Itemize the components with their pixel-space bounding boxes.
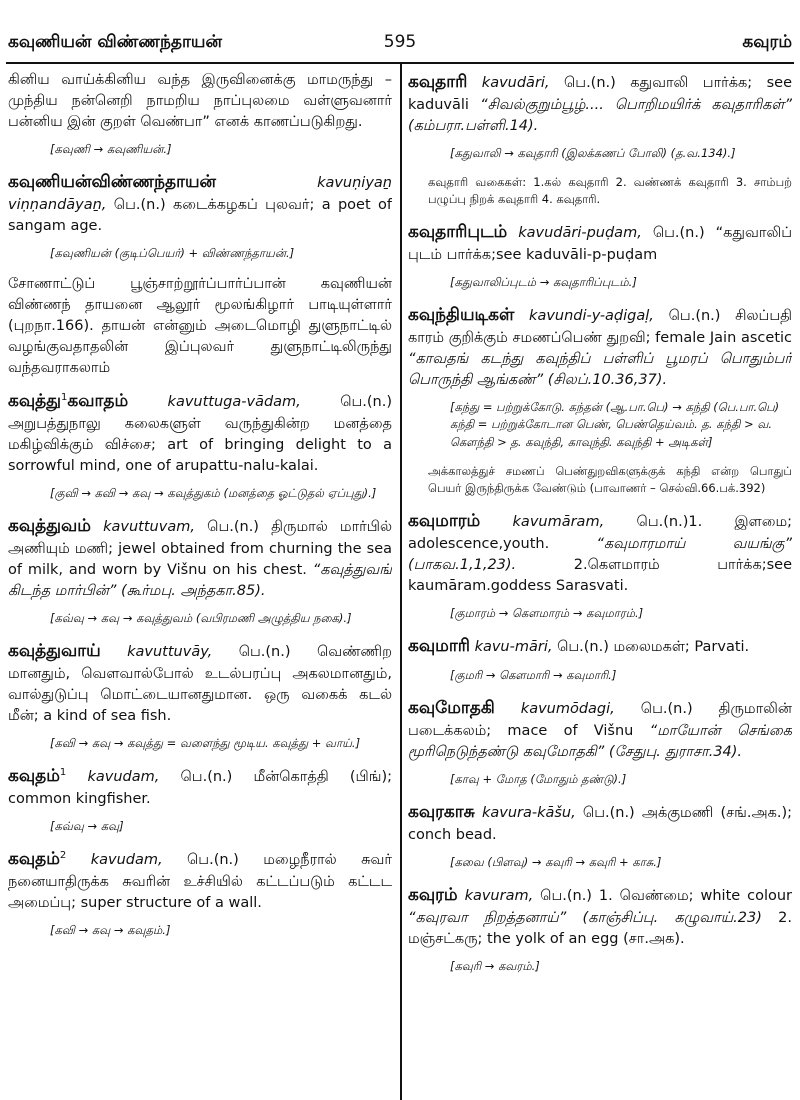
transliteration: kavuttuga-vādam, — [167, 394, 301, 411]
etymology-note: [கவ்வு → கவு → கவுத்துவம் (வபிரமணி அழுத்திய நகை).] — [50, 610, 352, 625]
citation-quote: “கவுரவா நிறத்தனாய்” (காஞ்சிப்பு. கழுவாய்.23) — [408, 909, 762, 926]
headword: கவுதாரி — [408, 72, 468, 92]
entry — [408, 634, 792, 659]
definition: பெ.(n.)1. இளமை; adolescence,youth. — [408, 514, 792, 552]
page-number: 595 — [383, 32, 417, 52]
headword: கவுத்துவாய் — [8, 641, 101, 662]
definition: பெ.(n.) அறுபத்துநாலு கலைகளுள் வருந்துகின்ற மனத்தை மகிழ்விக்கும் விச்சை; art of bringing delight to a sorrowful mind, one of arupattu-nalu-kalai. — [8, 394, 392, 474]
entry — [408, 220, 792, 266]
entry — [8, 389, 392, 477]
etymology-note: [கதுவாலி → கவுதாரி (இலக்கணப் போலி) (த.வ.134).] — [450, 145, 736, 160]
transliteration: kavudam, — [87, 769, 160, 786]
entry — [8, 514, 392, 602]
entry — [408, 70, 792, 137]
headword: கவுமாரி — [408, 636, 470, 657]
citation-quote: “சிவல்குறும்பூழ்.... பொறிமயிர்க் கவுதாரிகள்” (கம்பரா.பள்ளி.14). — [408, 96, 792, 134]
headword: கவுதாரிபுடம் — [408, 222, 508, 243]
headword: கவுத்து — [8, 391, 61, 412]
entry — [408, 696, 792, 763]
entry — [408, 800, 792, 846]
definition: பெ.(n.) மலைமகள்; Parvati. — [557, 639, 750, 656]
citation-quote: “காவதங் கடந்து கவுந்திப் பள்ளிப் பூமரப் பொதும்பர் பொருந்தி ஆங்கண்” (சிலப்.10.36,37). — [408, 350, 792, 388]
right-column — [408, 70, 792, 1098]
column-divider — [400, 64, 402, 1100]
headword: கவுமோதகி — [408, 698, 495, 719]
entry — [8, 764, 392, 810]
etymology-note: [கந்து = பற்றுக்கோடு. கந்தன் (ஆ.பா.பெ) → கந்தி (பெ.பா.பெ) கந்தி = பற்றுக்கோடான பெண், பெண்தெய்வம். த. கந்தி > வ. கௌந்தி > த. கவுந்தி, காவுந்தி. கவுந்தி + அடிகள்] — [450, 400, 780, 449]
definition-2: 2. மஞ்சட்கரு; the yolk of an egg (சா.அக). — [408, 909, 792, 947]
definition: பெ.(n.) அக்குமணி (சங்.அக.); conch bead. — [408, 805, 792, 843]
definition: பெ.(n.) திருமால் மார்பில் அணியும் மணி; jewel obtained from churning the sea of milk, and worn by Višnu on his chest. — [8, 519, 392, 578]
etymology-note: [கவுணியன் (குடிப்பெயர்) + விண்ணந்தாயன்.] — [50, 245, 295, 260]
transliteration: kavu-māri, — [474, 639, 553, 656]
definition: பெ.(n.) மழைநீரால் சுவர் நனையாதிருக்க சுவரின் உச்சியில் கட்டப்படும் கட்டட அமைப்பு; super structure of a wall. — [8, 852, 392, 911]
entry — [408, 883, 792, 950]
definition: பெ.(n.) மீன்கொத்தி (பிங்); common kingfisher. — [8, 769, 392, 807]
headword: கவுந்தியடிகள் — [408, 305, 515, 326]
transliteration: kavudāri, — [481, 75, 550, 91]
transliteration: kavuttuvam, — [103, 519, 195, 536]
etymology-note: [கதுவாலிப்புடம் → கவுதாரிப்புடம்.] — [450, 275, 637, 290]
etymology-note: [கவி → கவு → கவுத்து = வளைந்து மூடிய. கவுத்து + வாய்.] — [50, 735, 361, 750]
page-header — [8, 4, 792, 64]
headword-part: கவாதம் — [67, 391, 129, 412]
headword: கவுரம் — [408, 884, 458, 905]
explanatory-note: கவுதாரி வகைகள்: 1.கல் கவுதாரி 2. வண்ணக் கவுதாரி 3. சாம்பற் பழுப்பு நிறக் கவுதாரி 4. கவுதாரி. — [428, 174, 792, 207]
header-right-guideword: கவுரம் — [742, 32, 792, 52]
citation-quote: “கவுமாரமாய் வயங்கு” (பாகவ.1,1,23). — [408, 535, 792, 573]
headword: கவுதம் — [8, 849, 60, 870]
entry — [8, 639, 392, 727]
headword: கவுரகாசு — [408, 802, 475, 823]
definition: பெ.(n.) கதுவாலி பார்க்க; see kaduvāli — [408, 75, 792, 113]
etymology-note: [கவ்வு → கவு] — [50, 818, 124, 833]
definition: பெ.(n.) திருமாலின் படைக்கலம்; mace of Višnu — [408, 701, 792, 739]
headword: கவுணியன்விண்ணந்தாயன் — [8, 172, 217, 193]
homograph-number: 1 — [59, 767, 67, 779]
homograph-number: 1 — [60, 392, 68, 404]
transliteration: kavuṇiyaṉ viṇṇandāyaṉ, — [8, 175, 392, 213]
entry — [8, 170, 392, 237]
citation-quote: “கவுத்துவங் கிடந்த மார்பின்” (கூர்மபு. அந்தகா.85). — [8, 561, 392, 599]
definition: பெ.(n.) வெண்ணிற மானதும், வெளவால்போல் உடல்பரப்பு அகலமானதும், வால்துடுப்பு மொட்டையானதுமான. ஒரு வகைக் கடல் மீன்; a kind of sea fish. — [8, 644, 392, 724]
definition: பெ.(n.) “கதுவாலிப் புடம் பார்க்க;see kaduvāli-p-puḍam — [408, 225, 792, 264]
etymology-note: [கவுரி → கவரம்.] — [450, 958, 540, 973]
transliteration: kavudam, — [90, 852, 163, 869]
header-left-guideword: கவுணியன் விண்ணந்தாயன் — [8, 32, 222, 52]
entry — [408, 303, 792, 391]
definition: பெ.(n.) சிலப்பதி காரம் குறிக்கும் சமணப்பெண் துறவி; female Jain ascetic — [408, 308, 792, 346]
definition: பெ.(n.) 1. வெண்மை; white colour — [540, 887, 792, 904]
homograph-number: 2 — [59, 850, 67, 862]
continuation-text: கினிய வாய்க்கினிய வந்த இருவினைக்கு மாமருந்து –முந்திய நன்னெறி நாமறிய நாப்புலமை வள்ளுவனார் பன்னிய இன் குறள் வெண்பா” எனக் காணப்படுகிறது. — [8, 72, 392, 131]
etymology-note: [கவுணி → கவுணியன்.] — [50, 142, 172, 157]
transliteration: kavura-kāšu, — [481, 805, 576, 822]
transliteration: kavumāram, — [512, 514, 605, 531]
etymology-note: [காவு + மோத (மோதும் தண்டு).] — [450, 771, 627, 786]
entry — [408, 509, 792, 597]
definition-2: 2.கௌமாரம் பார்க்க;see kaumāram.goddess Sarasvati. — [408, 556, 792, 594]
transliteration: kavundi-y-aḍigaḷ, — [529, 308, 654, 325]
entry — [8, 847, 392, 914]
transliteration: kavuttuvāy, — [127, 644, 213, 661]
etymology-note: [கவை (பிளவு) → கவுரி → கவுரி + காசு.] — [450, 854, 662, 869]
transliteration: kavumōdagi, — [520, 701, 615, 718]
headword: கவுதம் — [8, 766, 60, 787]
transliteration: kavuram, — [464, 887, 534, 904]
headword: கவுமாரம் — [408, 511, 481, 532]
etymology-note: [குவி → கவி → கவு → கவுத்துகம் (மனத்தை ஓட்டுதல் ஏப்புது).] — [50, 485, 377, 500]
explanatory-note: அக்காலத்துச் சமணப் பெண்துறவிகளுக்குக் கந்தி என்ற பொதுப் பெயர் இருந்திருக்க வேண்டும் (பாவாணர் – செல்வி.66.பக்.392) — [428, 463, 792, 496]
etymology-note: [கவி → கவு → கவுதம்.] — [50, 922, 171, 937]
etymology-note: [குமரி → கௌமாரி → கவுமாரி.] — [450, 667, 617, 682]
definition: பெ.(n.) கடைக்கழகப் புலவர்; a poet of sangam age. — [8, 196, 392, 234]
headword: கவுத்துவம் — [8, 516, 91, 537]
explanatory-note: சோணாட்டுப் பூஞ்சாற்றூர்ப்பார்ப்பான் கவுணியன் விண்ணந் தாயனை ஆலூர் மூலங்கிழார் பாடியுள்ளார் (புறநா.166). தாயன் என்னும் அடைமொழி துளுநாட்டில் வழங்குவதாதலின் இப்புலவர் துளுநாட்டிலிருந்து வந்தவராகலாம் — [8, 276, 392, 377]
etymology-note: [குமாரம் → கௌமாரம் → கவுமாரம்.] — [450, 605, 644, 620]
citation-quote: “மாயோன் செங்கை மூரிநெடுந்தண்டு கவுமோதகி” (சேதுபு. துராசா.34). — [408, 722, 792, 760]
left-column — [8, 70, 392, 1098]
transliteration: kavudāri-puḍam, — [518, 225, 642, 242]
